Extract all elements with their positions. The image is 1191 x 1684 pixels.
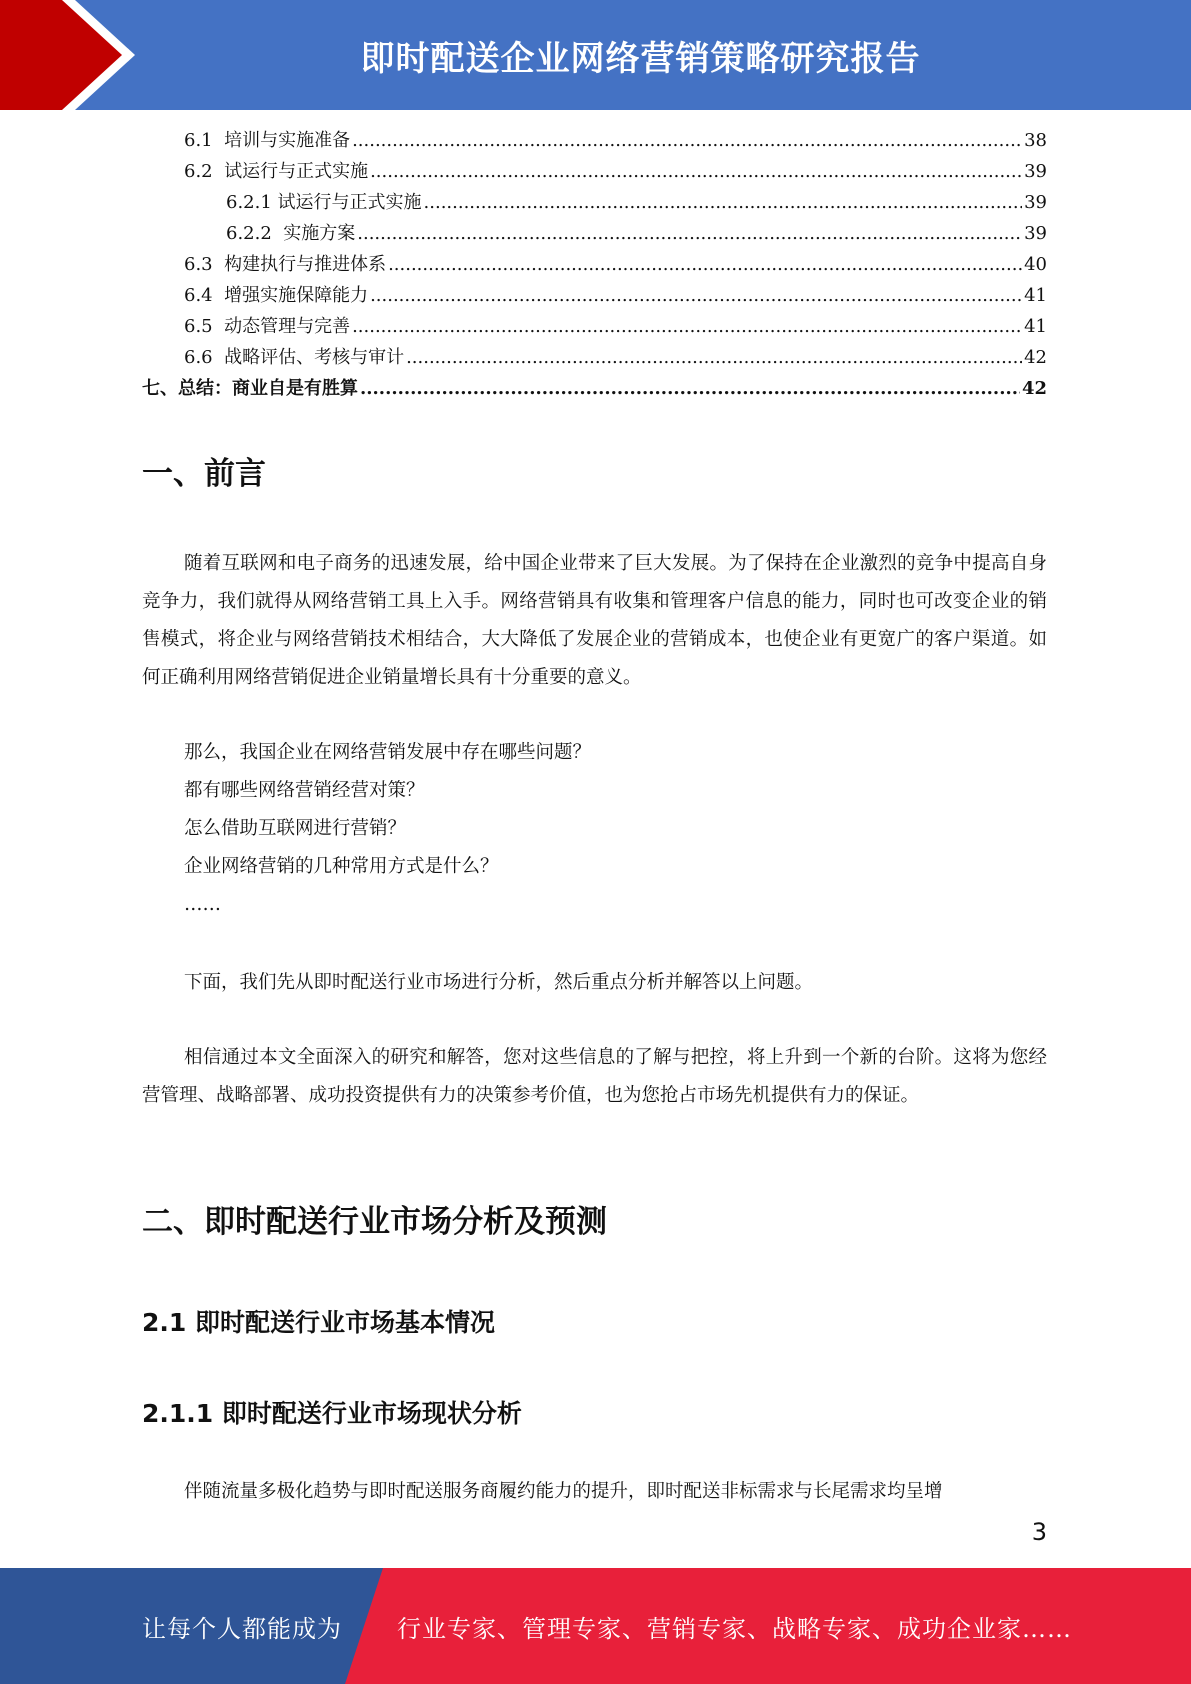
toc-entry[interactable] [142,342,1047,373]
toc-entry-page: 38 [1024,130,1047,151]
subsection-heading-2-1: 2.1 即时配送行业市场基本情况 [142,1308,495,1337]
toc-entry-title: 6.4 增强实施保障能力 [184,285,369,306]
preface-next-paragraph: 下面，我们先从即时配送行业市场进行分析，然后重点分析并解答以上问题。 [184,972,814,993]
page-number: 3 [1031,1518,1047,1546]
toc-leader-dots [357,218,1022,249]
toc-entry-page: 42 [1024,347,1047,368]
question-ellipsis: …… [184,894,221,915]
question-item: 都有哪些网络营销经营对策？ [184,780,425,801]
toc-entry-title: 6.1 培训与实施准备 [184,130,351,151]
toc-leader-dots [388,249,1022,280]
table-of-contents [142,125,1047,404]
toc-entry-page: 41 [1024,285,1047,306]
toc-leader-dots [352,125,1022,156]
page-header [0,0,1191,110]
toc-entry-title: 6.5 动态管理与完善 [184,316,351,337]
preface-intro-paragraph: 随着互联网和电子商务的迅速发展，给中国企业带来了巨大发展。为了保持在企业激烈的竞争中提高自身竞争力，我们就得从网络营销工具上入手。网络营销具有收集和管理客户信息的能力，同时也可改变企业的销售模式，将企业与网络营销技术相结合，大大降低了发展企业的营销成本，也使企业有更宽广的客户渠道。如何正确利用网络营销促进企业销量增长具有十分重要的意义。 [142,553,1047,688]
preface-questions [142,734,1047,924]
subsection-heading-2-1-1: 2.1.1 即时配送行业市场现状分析 [142,1399,522,1428]
toc-entry[interactable] [142,187,1047,218]
toc-entry[interactable] [142,218,1047,249]
toc-leader-dots [370,156,1022,187]
section-heading-preface: 一、前言 [142,456,266,492]
page-footer [0,1568,1191,1684]
footer-slogan-right: 行业专家、管理专家、营销专家、战略专家、成功企业家…… [397,1614,1072,1643]
toc-entry[interactable] [142,311,1047,342]
toc-entry[interactable] [142,373,1047,404]
question-item: 那么，我国企业在网络营销发展中存在哪些问题？ [184,742,592,763]
toc-entry[interactable] [142,156,1047,187]
toc-entry[interactable] [142,125,1047,156]
market-status-paragraph: 伴随流量多极化趋势与即时配送服务商履约能力的提升，即时配送非标需求与长尾需求均呈增 [184,1481,943,1502]
footer-slogan-left: 让每个人都能成为 [142,1614,342,1643]
toc-entry-title: 6.2.1 试运行与正式实施 [226,192,422,213]
toc-entry-title: 6.3 构建执行与推进体系 [184,254,387,275]
page-content [142,125,1047,404]
toc-entry-title: 6.2.2 实施方案 [226,223,356,244]
report-title: 即时配送企业网络营销策略研究报告 [360,38,921,79]
toc-entry[interactable] [142,249,1047,280]
toc-entry[interactable] [142,280,1047,311]
toc-entry-title: 6.2 试运行与正式实施 [184,161,369,182]
toc-leader-dots [406,342,1022,373]
toc-leader-dots [360,373,1020,404]
toc-leader-dots [424,187,1023,218]
red-chevron-icon [0,0,150,110]
toc-leader-dots [370,280,1022,311]
toc-entry-title: 七、总结：商业自是有胜算 [142,378,358,399]
question-item: 怎么借助互联网进行营销？ [184,818,407,839]
toc-entry-page: 39 [1024,161,1047,182]
section-heading-market-analysis: 二、即时配送行业市场分析及预测 [142,1204,607,1240]
question-item: 企业网络营销的几种常用方式是什么？ [184,856,499,877]
toc-entry-page: 41 [1024,316,1047,337]
toc-entry-title: 6.6 战略评估、考核与审计 [184,347,405,368]
toc-entry-page: 39 [1024,223,1047,244]
toc-entry-page: 39 [1024,192,1047,213]
preface-closing-paragraph: 相信通过本文全面深入的研究和解答，您对这些信息的了解与把控，将上升到一个新的台阶。这将为您经营管理、战略部署、成功投资提供有力的决策参考价值，也为您抢占市场先机提供有力的保证。 [142,1047,1047,1106]
toc-entry-page: 42 [1021,378,1047,399]
toc-leader-dots [352,311,1022,342]
toc-entry-page: 40 [1024,254,1047,275]
